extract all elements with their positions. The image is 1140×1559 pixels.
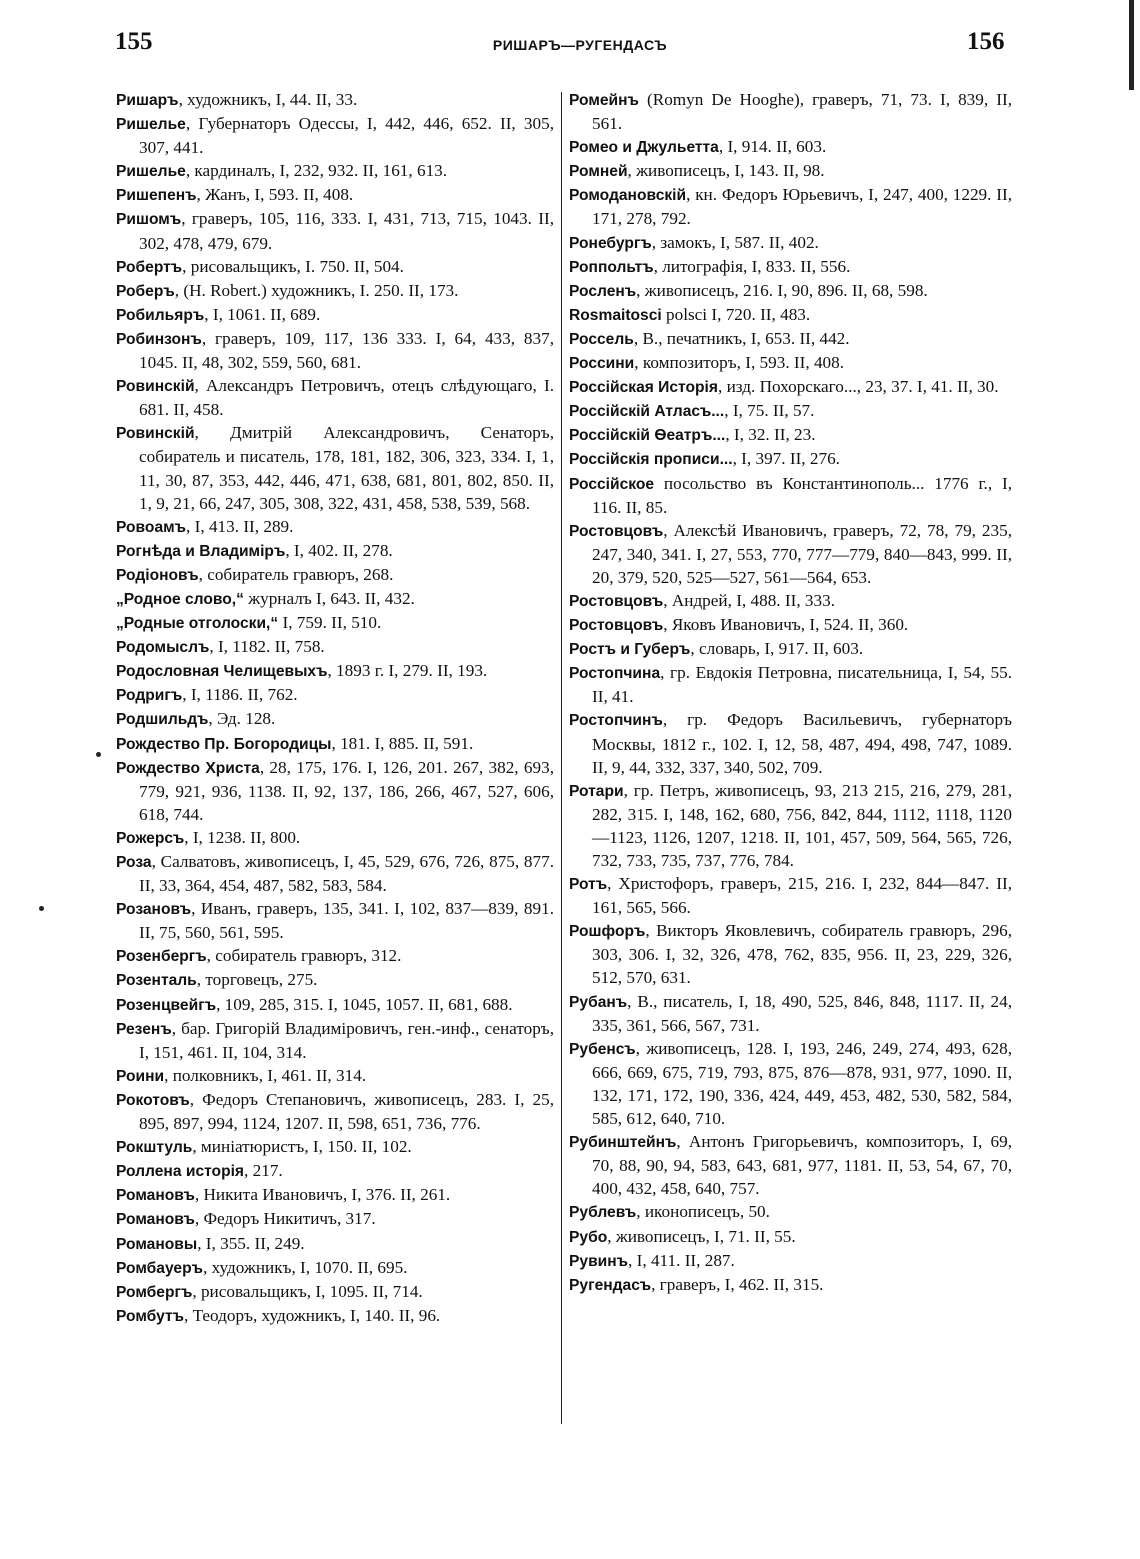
index-entry: [116, 683, 554, 707]
entry-references: , гр. Петръ, живописецъ, 93, 213 215, 216, 279, 281, 282, 315. I, 148, 162, 680, 756, 842, 844, 1112, 1118, 1120—1123, 1126, 1207, 1218. II, 101, 457, 509, 564, 565, 726, 732, 733, 735, 737, 776, 784.: [592, 780, 1012, 870]
column-divider: [561, 92, 562, 1424]
index-entry: [569, 1225, 1012, 1249]
entry-references: , живописецъ, I, 143. II, 98.: [627, 161, 825, 181]
entry-headword: Ровоамъ: [116, 518, 187, 536]
entry-headword: Ришелье: [116, 116, 186, 134]
index-entry: [569, 447, 1012, 471]
entry-references: (Romyn De Hooghe), граверъ, 71, 73. I, 839, II, 561.: [592, 90, 1012, 134]
entry-references: , композиторъ, I, 593. II, 408.: [634, 353, 845, 373]
entry-references: , граверъ, 105, 116, 333. I, 431, 713, 715, 1043. II, 302, 478, 479, 679.: [139, 209, 554, 253]
entry-references: , (H. Robert.) художникъ, I. 250. II, 173.: [174, 280, 459, 300]
index-entry: [569, 1037, 1012, 1130]
index-entry: [116, 515, 554, 539]
entry-headword: Родомыслъ: [116, 639, 210, 657]
entry-headword: Ромейнъ: [569, 92, 639, 109]
index-entry: [116, 279, 554, 303]
entry-headword: Роппольтъ: [569, 258, 654, 276]
entry-references: , I, 1061. II, 689.: [204, 304, 321, 324]
entry-references: , B., печатникъ, I, 653. II, 442.: [633, 328, 850, 348]
index-entry: [116, 563, 554, 587]
left-page-number: 155: [115, 28, 153, 55]
entry-references: I, 759. II, 510.: [278, 613, 382, 633]
entry-headword: Рубанъ: [569, 993, 628, 1011]
entry-references: , словарь, I, 917. II, 603.: [690, 639, 864, 659]
index-entry: [569, 708, 1012, 778]
index-entry: [569, 303, 1012, 327]
entry-references: , I, 1186. II, 762.: [182, 685, 298, 705]
index-entry: [116, 1135, 554, 1159]
index-entry: [116, 897, 554, 944]
entry-headword: Россійская Исторія: [569, 379, 718, 397]
entry-references: , Иванъ, граверъ, 135, 341. I, 102, 837—839, 891. II, 75, 560, 561, 595.: [139, 899, 554, 943]
entry-headword: Rosmaitosci: [569, 306, 662, 324]
entry-references: , граверъ, I, 462. II, 315.: [651, 1274, 824, 1294]
entry-headword: Розенбергъ: [116, 948, 207, 966]
entry-references: , Федоръ Никитичъ, 317.: [194, 1209, 376, 1229]
entry-references: , рисовальщикъ, I, 1095. II, 714.: [192, 1281, 423, 1301]
index-entry: [116, 587, 554, 611]
entry-headword: Ротари: [569, 782, 624, 800]
entry-references: , 109, 285, 315. I, 1045, 1057. II, 681, 688.: [216, 994, 513, 1014]
entry-headword: Рокотовъ: [116, 1091, 190, 1109]
entry-headword: Росленъ: [569, 282, 637, 300]
entry-headword: Роберъ: [116, 282, 175, 300]
entry-headword: Рогнѣда и Владиміръ: [116, 542, 286, 560]
index-entry: [569, 1273, 1012, 1297]
index-entry: [116, 1232, 554, 1256]
entry-headword: Ришаръ: [116, 92, 179, 109]
index-entry: [569, 1130, 1012, 1200]
index-entry: [569, 375, 1012, 399]
entry-references: , изд. Похорскаго..., 23, 37. I, 41. II, 30.: [717, 377, 999, 397]
entry-headword: Россель: [569, 330, 634, 348]
index-entry: [569, 135, 1012, 159]
entry-references: посольство въ Константинополь... 1776 г., I, 116. II, 85.: [592, 473, 1012, 517]
entry-references: , рисовальщикъ, I. 750. II, 504.: [182, 256, 404, 276]
entry-headword: Рождество Христа: [116, 759, 260, 777]
index-entry: [116, 611, 554, 635]
index-entry: [116, 707, 554, 731]
index-entry: [569, 351, 1012, 375]
entry-references: , Александръ Петровичъ, отецъ слѣдующаго, I. 681. II, 458.: [139, 376, 554, 420]
entry-references: , Губернаторъ Одессы, I, 442, 446, 652. II, 305, 307, 441.: [139, 114, 554, 158]
entry-references: , I, 75. II, 57.: [724, 401, 815, 421]
entry-headword: Россійскій Атласъ...: [569, 403, 725, 421]
page-edge-mark: [1129, 0, 1134, 90]
entry-headword: Робильяръ: [116, 306, 205, 324]
entry-references: , I, 914. II, 603.: [718, 137, 827, 157]
entry-headword: Рокштуль: [116, 1139, 193, 1157]
entry-references: , миніатюристъ, I, 150. II, 102.: [192, 1137, 412, 1157]
index-entry: [569, 183, 1012, 230]
index-entry: [116, 944, 554, 968]
index-entry: [116, 1017, 554, 1064]
entry-references: , Викторъ Яковлевичъ, собиратель гравюръ, 296, 303, 306. I, 32, 326, 478, 762, 835, 956. II, 23, 229, 326, 512, 570, 631.: [592, 921, 1012, 988]
entry-references: , I, 397. II, 276.: [732, 449, 840, 469]
index-entry: [569, 255, 1012, 279]
entry-references: , собиратель гравюръ, 312.: [206, 946, 402, 966]
index-entry: [569, 919, 1012, 989]
index-entry: [116, 1159, 554, 1183]
entry-headword: Россини: [569, 355, 635, 373]
entry-references: , I, 413. II, 289.: [186, 516, 294, 536]
entry-references: , Алексѣй Ивановичъ, граверъ, 72, 78, 79, 235, 247, 340, 341. I, 27, 553, 770, 777—779, 840—843, 999. II, 20, 379, 520, 525—527, 561—564, 653.: [592, 520, 1012, 587]
entry-headword: Ровинскій: [116, 425, 195, 443]
entry-headword: Родословная Челищевыхъ: [116, 663, 328, 681]
entry-references: , живописецъ, 128. I, 193, 246, 249, 274, 493, 628, 666, 669, 675, 719, 793, 875, 876—878, 931, 977, 1090. II, 132, 171, 172, 190, 336, 424, 449, 453, 482, 530, 582, 584, 585, 612, 640, 710.: [592, 1038, 1012, 1129]
entry-references: , полковникъ, I, 461. II, 314.: [164, 1065, 367, 1085]
entry-references: , гр. Федоръ Васильевичъ, губернаторъ Москвы, 1812 г., 102. I, 12, 58, 487, 494, 498, 747, 1089. II, 9, 44, 332, 337, 340, 502, 709.: [592, 710, 1012, 777]
index-entry: [116, 1183, 554, 1207]
entry-references: , 1893 г. I, 279. II, 193.: [327, 661, 488, 681]
index-entry: [569, 1200, 1012, 1224]
entry-references: , I, 411. II, 287.: [628, 1250, 735, 1270]
index-entry: [116, 968, 554, 992]
entry-references: , Дмитрій Александровичъ, Сенаторъ, собиратель и писатель, 178, 181, 182, 306, 323, 334. I, 1, 11, 30, 87, 353, 442, 446, 471, 638, 681, 801, 802, 850. II, 1, 9, 21, 66, 247, 305, 308, 322, 431, 458, 538, 539, 568.: [139, 423, 554, 513]
index-entry: [569, 1249, 1012, 1273]
entry-headword: Родригъ: [116, 687, 183, 705]
index-entry: [569, 279, 1012, 303]
entry-references: , Никита Ивановичъ, I, 376. II, 261.: [194, 1185, 451, 1205]
entry-references: журналъ I, 643. II, 432.: [243, 588, 415, 608]
entry-headword: Ругендасъ: [569, 1276, 652, 1294]
entry-references: , Христофоръ, граверъ, 215, 216. I, 232, 844—847. II, 161, 565, 566.: [592, 874, 1012, 918]
entry-headword: Романовъ: [116, 1187, 195, 1205]
entry-headword: Романовы: [116, 1235, 198, 1253]
index-entry: [116, 1064, 554, 1088]
index-entry: [569, 661, 1012, 708]
index-entry: [569, 872, 1012, 919]
entry-headword: Ростовцовъ: [569, 522, 664, 540]
index-entry: [569, 779, 1012, 872]
index-entry: [116, 112, 554, 159]
entry-references: , Антонъ Григорьевичъ, композиторъ, I, 69, 70, 88, 90, 94, 583, 643, 681, 977, 1181. II, 53, 54, 67, 70, 400, 432, 458, 640, 757.: [592, 1132, 1012, 1199]
index-entry: [116, 635, 554, 659]
entry-references: , собиратель гравюръ, 268.: [198, 564, 394, 584]
index-entry: [116, 850, 554, 897]
entry-references: , гр. Евдокія Петровна, писательница, I, 54, 55. II, 41.: [592, 663, 1012, 707]
entry-headword: Роини: [116, 1067, 165, 1085]
index-entry: [116, 255, 554, 279]
index-entry: [569, 327, 1012, 351]
entry-headword: Россійскія прописи...: [569, 451, 733, 469]
entry-references: , I, 1182. II, 758.: [209, 637, 325, 657]
entry-headword: Родшильдъ: [116, 711, 209, 729]
entry-references: , живописецъ, 216. I, 90, 896. II, 68, 598.: [636, 280, 928, 300]
entry-headword: Ромодановскій: [569, 187, 687, 205]
index-entry: [116, 327, 554, 374]
entry-headword: Ришепенъ: [116, 187, 197, 205]
entry-headword: Романовъ: [116, 1211, 195, 1229]
entry-headword: Ромбауеръ: [116, 1259, 203, 1277]
entry-references: , Эд. 128.: [208, 709, 276, 729]
entry-references: , Андрей, I, 488. II, 333.: [663, 590, 836, 610]
entry-headword: Ромбергъ: [116, 1283, 193, 1301]
entry-headword: Роллена исторія: [116, 1163, 245, 1181]
index-entry: [116, 207, 554, 254]
index-column-right: [569, 88, 1012, 1297]
entry-references: , 217.: [244, 1161, 283, 1181]
index-entry: [569, 472, 1012, 519]
entry-headword: Ронебургъ: [569, 234, 652, 252]
index-entry: [116, 1256, 554, 1280]
entry-references: , I, 32. II, 23.: [725, 425, 816, 445]
entry-references: , 28, 175, 176. I, 126, 201. 267, 382, 693, 779, 921, 936, 1138. II, 92, 137, 186, 266, 467, 527, 606, 618, 744.: [139, 757, 554, 824]
index-entry: [116, 826, 554, 850]
entry-headword: Россійское: [569, 475, 655, 493]
entry-headword: Робинзонъ: [116, 330, 202, 348]
ink-speck: [39, 906, 44, 911]
entry-references: , кн. Федоръ Юрьевичъ, I, 247, 400, 1229. II, 171, 278, 792.: [592, 185, 1012, 229]
entry-references: , торговецъ, 275.: [196, 970, 318, 990]
entry-references: , замокъ, I, 587. II, 402.: [651, 232, 819, 252]
entry-headword: Рувинъ: [569, 1252, 629, 1270]
entry-headword: Ровинскій: [116, 378, 195, 396]
entry-headword: Ришомъ: [116, 211, 182, 229]
entry-references: , 181. I, 885. II, 591.: [331, 733, 474, 753]
entry-headword: Рожерсъ: [116, 829, 185, 847]
index-entry: [569, 231, 1012, 255]
entry-headword: Розенталь: [116, 972, 197, 990]
index-entry: [569, 159, 1012, 183]
entry-headword: Родіоновъ: [116, 566, 199, 584]
entry-references: , Теодоръ, художникъ, I, 140. II, 96.: [183, 1305, 441, 1325]
entry-headword: Ростовцовъ: [569, 617, 664, 635]
index-entry: [116, 1304, 554, 1328]
index-entry: [116, 1088, 554, 1135]
index-entry: [116, 303, 554, 327]
entry-references: , литографія, I, 833. II, 556.: [653, 256, 851, 276]
entry-references: , Салватовъ, живописецъ, I, 45, 529, 676, 726, 875, 877. II, 33, 364, 454, 487, 582, 583, 584.: [139, 852, 554, 896]
entry-headword: Робертъ: [116, 258, 183, 276]
index-entry: [116, 1207, 554, 1231]
entry-headword: Рублевъ: [569, 1204, 637, 1222]
index-entry: [116, 993, 554, 1017]
entry-headword: Розенцвейгъ: [116, 996, 217, 1014]
index-entry: [569, 990, 1012, 1037]
index-entry: [116, 159, 554, 183]
entry-headword: Рубенсъ: [569, 1040, 636, 1058]
entry-headword: „Родное слово,“: [116, 590, 244, 608]
entry-references: , I, 355. II, 249.: [197, 1233, 305, 1253]
entry-headword: „Родные отголоски,“: [116, 615, 279, 633]
entry-headword: Роза: [116, 854, 152, 871]
index-column-left: [116, 88, 554, 1328]
index-entry: [116, 756, 554, 826]
entry-headword: Ротъ: [569, 876, 608, 894]
right-page-number: 156: [967, 28, 1005, 55]
index-entry: [569, 88, 1012, 135]
entry-references: , I, 1238. II, 800.: [184, 827, 301, 847]
index-entry: [116, 659, 554, 683]
entry-headword: Россійскій Ѳеатръ...: [569, 427, 726, 445]
index-entry: [116, 539, 554, 563]
entry-headword: Рубинштейнъ: [569, 1134, 677, 1152]
entry-references: , I, 402. II, 278.: [285, 540, 393, 560]
entry-references: , кардиналъ, I, 232, 932. II, 161, 613.: [185, 161, 448, 181]
index-entry: [569, 519, 1012, 589]
entry-headword: Ростъ и Губеръ: [569, 641, 691, 659]
index-entry: [116, 88, 554, 112]
entry-references: , B., писатель, I, 18, 490, 525, 846, 848, 1117. II, 24, 335, 361, 566, 567, 731.: [592, 991, 1012, 1035]
entry-headword: Ростопчина: [569, 665, 661, 683]
entry-references: , художникъ, I, 44. II, 33.: [178, 90, 358, 109]
entry-references: , живописецъ, I, 71. II, 55.: [607, 1226, 796, 1246]
entry-headword: Ришелье: [116, 163, 186, 181]
entry-references: , Федоръ Степановичъ, живописецъ, 283. I, 25, 895, 897, 994, 1124, 1207. II, 598, 651, 736, 776.: [139, 1089, 554, 1134]
index-entry: [116, 732, 554, 756]
index-entry: [569, 423, 1012, 447]
entry-headword: Ромней: [569, 163, 628, 181]
entry-headword: Рубо: [569, 1228, 608, 1246]
entry-references: , Жанъ, I, 593. II, 408.: [196, 185, 354, 205]
entry-headword: Ростопчинъ: [569, 712, 663, 730]
entry-references: , Яковъ Ивановичъ, I, 524. II, 360.: [663, 615, 909, 635]
entry-headword: Рождество Пр. Богородицы: [116, 735, 332, 753]
entry-references: polsci I, 720. II, 483.: [661, 304, 811, 324]
entry-references: , художникъ, I, 1070. II, 695.: [203, 1257, 408, 1277]
entry-headword: Ростовцовъ: [569, 592, 664, 610]
index-entry: [569, 613, 1012, 637]
index-entry: [569, 399, 1012, 423]
entry-references: , граверъ, 109, 117, 136 333. I, 64, 433, 837, 1045. II, 48, 302, 559, 560, 681.: [139, 328, 554, 373]
entry-headword: Ромео и Джульетта: [569, 139, 719, 157]
entry-references: , иконописецъ, 50.: [636, 1202, 770, 1222]
entry-headword: Рошфоръ: [569, 923, 646, 941]
index-entry: [569, 637, 1012, 661]
index-entry: [569, 589, 1012, 613]
entry-headword: Ромбутъ: [116, 1307, 184, 1325]
running-head: РИШАРЪ—РУГЕНДАСЪ: [492, 37, 668, 53]
index-entry: [116, 421, 554, 514]
entry-headword: Резенъ: [116, 1020, 172, 1038]
index-entry: [116, 1280, 554, 1304]
entry-headword: Розановъ: [116, 901, 192, 919]
index-entry: [116, 183, 554, 207]
entry-references: , бар. Григорій Владиміровичъ, ген.-инф., сенаторъ, I, 151, 461. II, 104, 314.: [139, 1018, 554, 1062]
ink-speck: [96, 752, 101, 757]
index-entry: [116, 374, 554, 421]
